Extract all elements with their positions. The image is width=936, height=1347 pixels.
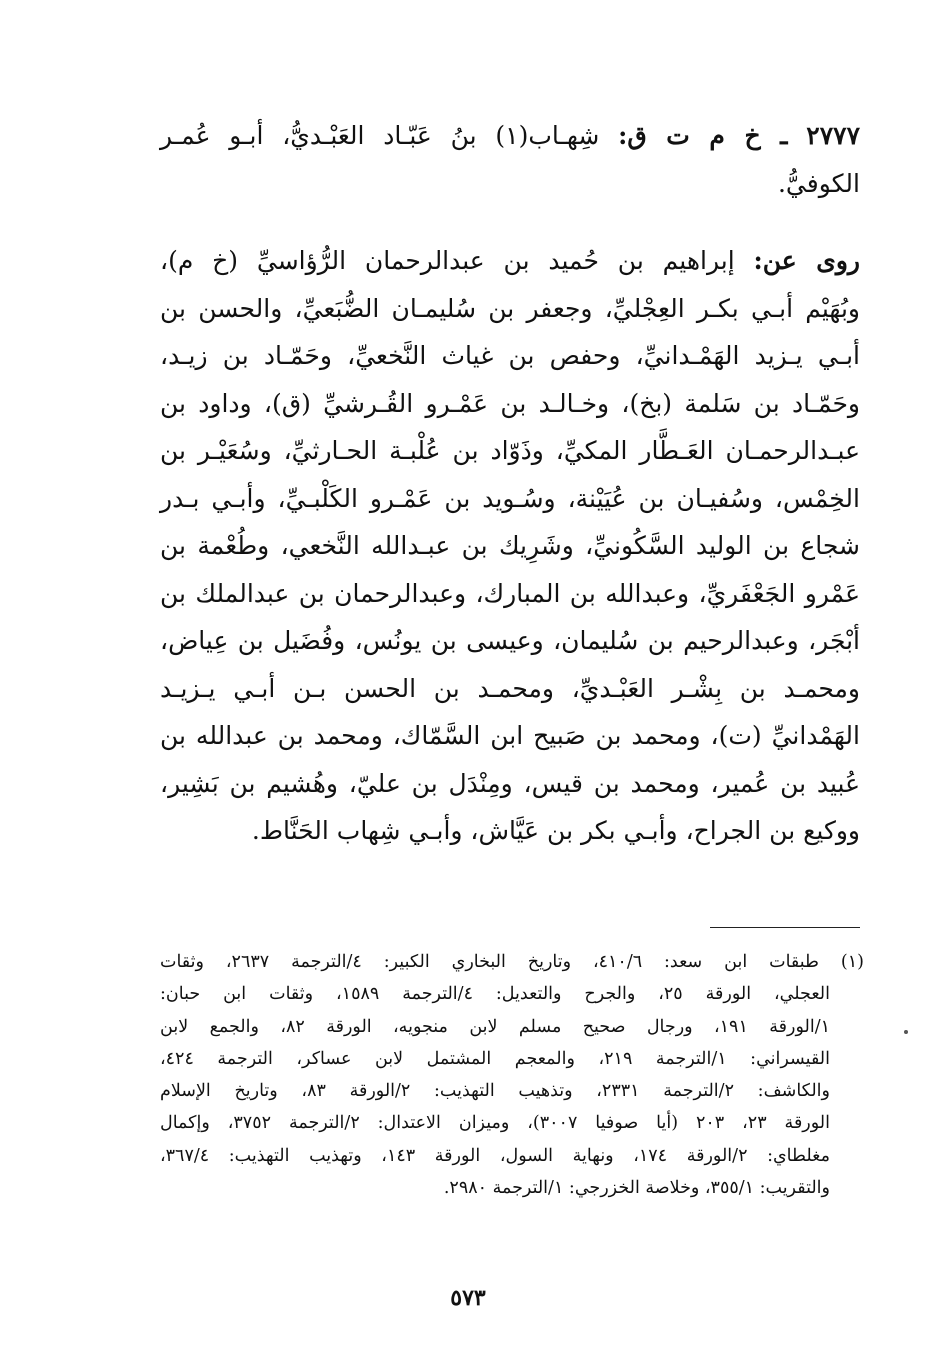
footnotes <box>160 946 864 1204</box>
paragraph-gap <box>160 207 860 237</box>
page-number: ٥٧٣ <box>450 1285 486 1311</box>
narrated-line-5: عبـدالرحمـان العَـطَّار المكيِّ، وذَوّاد بن عُلْبـة الحـارثيِّ، وسُعَيْـر بن <box>160 436 860 465</box>
narrated-line-8: عَمْرو الجَعْفَريِّ، وعبدالله بن المبارك، وعبدالرحمان بن عبدالملك بن <box>160 578 860 608</box>
entry-sigla: ـ خ م ت ق: <box>618 121 788 150</box>
entry-number: ٢٧٧٧ <box>806 121 860 150</box>
footnote-line-7: مغلطاي: ٢/الورقة ١٧٤، ونهاية السول، الورقة ١٤٣، وتهذيب التهذيب: ٣٦٧/٤، <box>160 1145 830 1166</box>
footnote-line-4: القيسراني: ١/الترجمة ٢١٩، والمعجم المشتمل لابن عساكر، الترجمة ٤٢٤، <box>160 1048 830 1069</box>
footnote-line-1 <box>160 946 864 978</box>
narrated-line-11: الهَمْدانيِّ (ت)، ومحمد بن صَبيح ابن السَّمّاك، ومحمد بن عبدالله بن <box>160 721 860 750</box>
entry-heading-line-1 <box>160 112 860 160</box>
footnote-marker: (١) <box>840 952 864 972</box>
narrated-line-3: أبـي يـزيد الهَمْـدانيِّ، وحفص بن غياث النَّخعيِّ، وحَمّـاد بن زيـد، <box>160 341 860 370</box>
footnote-line-5: والكاشف: ٢/الترجمة ٢٣٣١، وتذهيب التهذيب: ٢/الورقة ٨٣، وتاريخ الإسلام <box>160 1081 830 1102</box>
narrated-first-text: إبراهيم بن حُميد بن عبدالرحمان الرُّؤاسيِّ (خ م)، <box>160 246 735 275</box>
footnote-separator <box>710 927 860 928</box>
footnote-line-6: الورقة ٢٣، ٢٠٣ (أيا صوفيا ٣٠٠٧)، وميزان الاعتدال: ٢/الترجمة ٣٧٥٢، وإكمال <box>160 1113 830 1134</box>
footnote-line-2: العجلي، الورقة ٢٥، والجرح والتعديل: ٤/الترجمة ١٥٨٩، وثقات ابن حبان: <box>160 984 830 1005</box>
footnote-line-3: ١/الورقة ١٩١، ورجال صحيح مسلم لابن منجويه، الورقة ٨٢، والجمع لابن <box>160 1016 830 1037</box>
narrated-line-12: عُبيد بن عُمير، ومحمد بن قيس، ومِنْدَل بن عليّ، وهُشيم بن بَشِير، <box>160 768 860 798</box>
narrated-label: روى عن: <box>753 246 861 275</box>
narrated-line-10: ومحمـد بن بِشْـر العَبْـديِّ، ومحمـد بن الحسن بـن أبـي يـزيـد <box>160 673 860 703</box>
narrated-line-7: شجاع بن الوليد السَّكُونيِّ، وشَرِيك بن عبـدالله النَّخعي، وطُعْمة بن <box>160 531 860 560</box>
narrated-line-13: ووكيع بن الجراح، وأبـي بكر بن عَيَّاش، وأبـي شِهاب الحَنَّاط. <box>251 816 860 845</box>
footnote-line-8: والتقريب: ٣٥٥/١، وخلاصة الخزرجي: ١/الترجمة ٢٩٨٠. <box>443 1178 830 1199</box>
footnote-first-text: طبقات ابن سعد: ٤١٠/٦، وتاريخ البخاري الكبير: ٤/الترجمة ٢٦٣٧، وثقات <box>160 952 819 972</box>
narrated-line-6: الخِمْس، وسُفيـان بن عُيَيْنة، وسُـويد بن عَمْـرو الكَلْبـيِّ، وأبـي بـدر <box>160 483 860 513</box>
main-text <box>160 112 860 855</box>
narrated-line-9: أبْجَر، وعبدالرحيم بن سُليمان، وعيسى بن يونُس، وفُضَيل بن عِياض، <box>160 626 860 655</box>
entry-heading-line-2: الكوفيُّ. <box>777 168 860 198</box>
narrated-line-1 <box>160 237 860 285</box>
entry-name: شِهـاب(١) بنُ عَبّـاد العَبْـديُّ، أبـو عُمـر <box>160 121 600 150</box>
scan-speck <box>904 1030 908 1034</box>
narrated-line-2: وبُهَيْم أبـي بكـر العِجْليِّ، وجعفر بن سُليمـان الضُّبَعيِّ، والحسن بن <box>160 293 860 323</box>
narrated-line-4: وحَمّـاد بن سَلمة (بخ)، وخـالـد بن عَمْـرو القُـرشيِّ (ق)، وداود بن <box>160 388 860 418</box>
